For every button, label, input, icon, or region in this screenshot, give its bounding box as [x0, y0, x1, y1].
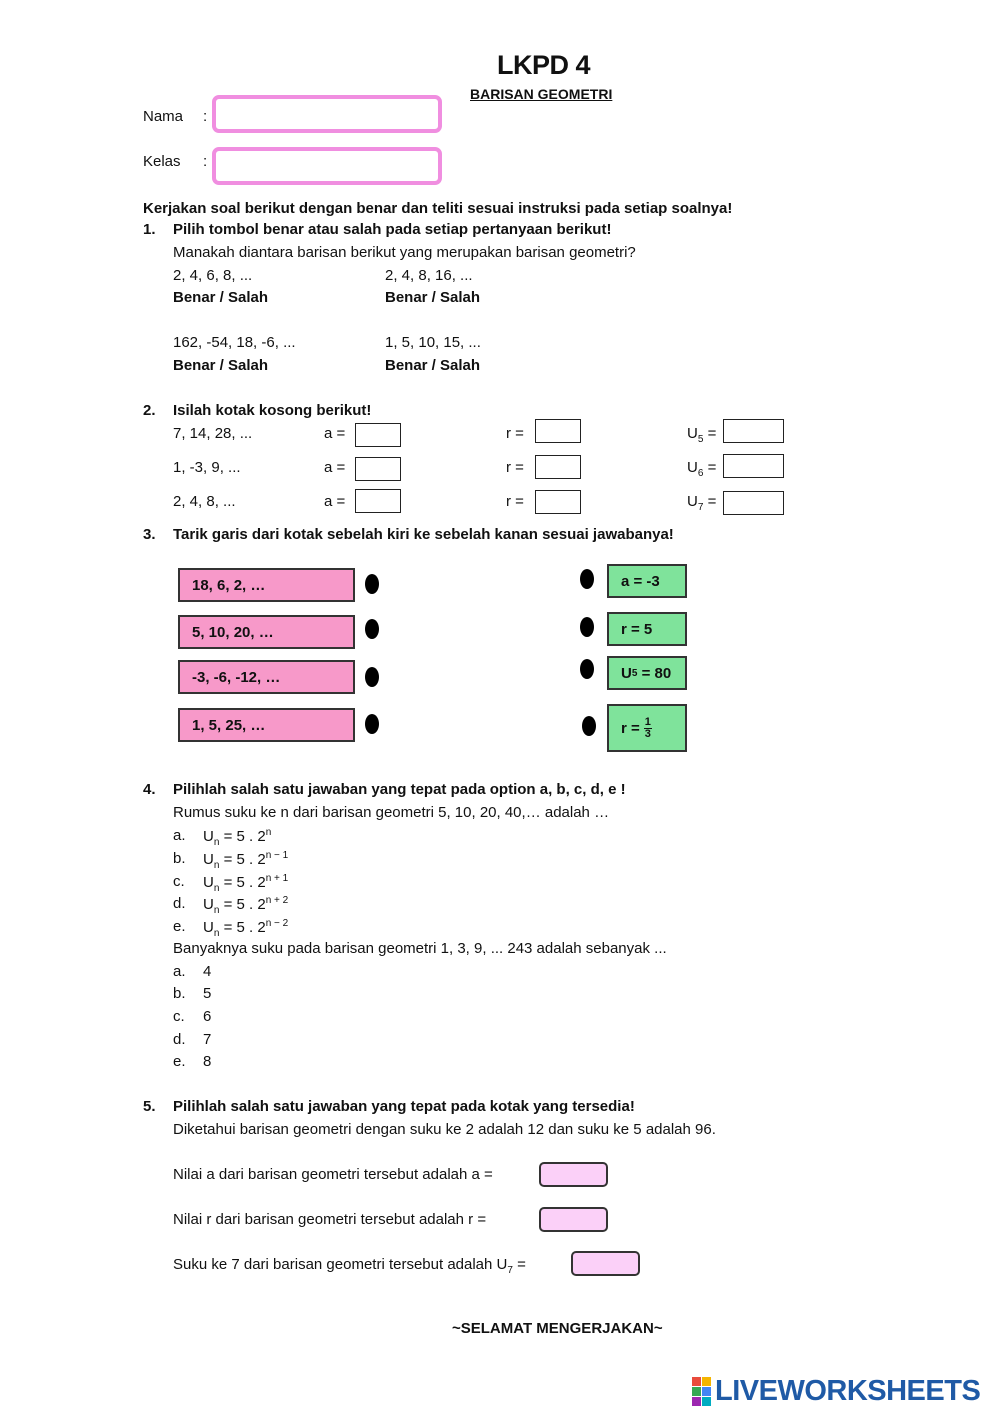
q4-opt1-e[interactable]: $U_n = 5$ . $2^{n - 2}$ [203, 918, 289, 939]
q3-left-dot-1[interactable] [365, 574, 379, 594]
q2-u-label-3: $U_7$ = [687, 493, 717, 513]
q3-right-box-3: U 5 = 80 [607, 656, 687, 690]
q2-u-input-2[interactable] [723, 454, 784, 478]
q1-seq-2: 2, 4, 8, 16, ... [385, 267, 473, 284]
q2-u-input-3[interactable] [723, 491, 784, 515]
q1-choice-1[interactable]: Benar / Salah [173, 289, 269, 306]
q4-opt2-letter-d: d. [173, 1031, 186, 1048]
q2-a-label-2: a = [324, 459, 346, 476]
q3-title: Tarik garis dari kotak sebelah kiri ke sebelah kanan sesuai jawabanya! [173, 526, 674, 543]
q3-left-dot-4[interactable] [365, 714, 379, 734]
q4-opt1-letter-b: b. [173, 850, 186, 867]
q2-r-input-1[interactable] [535, 419, 581, 443]
q4-opt1-letter-e: e. [173, 918, 186, 935]
q4-opt1-letter-c: c. [173, 873, 185, 890]
q2-title: Isilah kotak kosong berikut! [173, 402, 372, 419]
q5-number: 5. [143, 1098, 156, 1115]
q3-right-box-2: r = 5 [607, 612, 687, 646]
q2-number: 2. [143, 402, 156, 419]
q4-opt2-letter-a: a. [173, 963, 186, 980]
q4-opt1-d[interactable]: $U_n = 5$ . $2^{n + 2}$ [203, 895, 289, 916]
fraction: $\frac{1}{3}$ [644, 715, 651, 740]
q4-opt2-letter-e: e. [173, 1053, 186, 1070]
q3-left-box-4: 1, 5, 25, … [178, 708, 355, 742]
nama-label: Nama [143, 108, 184, 125]
q4-opt1-c[interactable]: $U_n = 5$ . $2^{n + 1}$ [203, 873, 289, 894]
page-title: LKPD 4 [497, 50, 591, 80]
kelas-colon: : [203, 153, 208, 170]
q3-right-dot-4[interactable] [582, 716, 596, 736]
q5-answer-r[interactable] [539, 1207, 608, 1232]
q2-a-label-1: a = [324, 425, 346, 442]
q4-opt2-e[interactable]: 8 [203, 1053, 212, 1070]
q5-answer-u7[interactable] [571, 1251, 640, 1276]
q3-right-dot-1[interactable] [580, 569, 594, 589]
q5-given: Diketahui barisan geometri dengan suku ke 2 adalah 12 dan suku ke 5 adalah 96. [173, 1121, 716, 1138]
q3-left-box-1: 18, 6, 2, … [178, 568, 355, 602]
q3-left-dot-3[interactable] [365, 667, 379, 687]
q2-r-input-2[interactable] [535, 455, 581, 479]
q4-opt2-d[interactable]: 7 [203, 1031, 212, 1048]
q3-left-box-2: 5, 10, 20, … [178, 615, 355, 649]
q4-opt1-letter-a: a. [173, 827, 186, 844]
q3-right-dot-2[interactable] [580, 617, 594, 637]
q4-opt2-b[interactable]: 5 [203, 985, 212, 1002]
q2-r-label-1: r = [506, 425, 524, 442]
q4-opt2-letter-b: b. [173, 985, 186, 1002]
q4-opt1-a[interactable]: $U_n = 5$ . 2$^n$ [203, 827, 272, 848]
q3-right-box-1: a = -3 [607, 564, 687, 598]
q2-a-input-2[interactable] [355, 457, 401, 481]
q1-choice-3[interactable]: Benar / Salah [173, 357, 269, 374]
q3-left-box-3: -3, -6, -12, … [178, 660, 355, 694]
kelas-input[interactable] [212, 147, 442, 185]
q1-number: 1. [143, 221, 156, 238]
q2-a-label-3: a = [324, 493, 346, 510]
q1-seq-1: 2, 4, 6, 8, ... [173, 267, 253, 284]
q4-question-2: Banyaknya suku pada barisan geometri 1, 3, 9, ... 243 adalah sebanyak ... [173, 940, 667, 957]
liveworksheets-logo-icon [692, 1377, 711, 1406]
q2-r-label-2: r = [506, 459, 524, 476]
q5-line-1: Nilai a dari barisan geometri tersebut adalah a = [173, 1166, 493, 1183]
q4-opt2-a[interactable]: 4 [203, 963, 212, 980]
q2-a-input-1[interactable] [355, 423, 401, 447]
q3-left-dot-2[interactable] [365, 619, 379, 639]
q2-u-input-1[interactable] [723, 419, 784, 443]
instruction: Kerjakan soal berikut dengan benar dan teliti sesuai instruksi pada setiap soalnya! [143, 200, 733, 217]
q4-opt2-letter-c: c. [173, 1008, 185, 1025]
nama-input[interactable] [212, 95, 442, 133]
page-subtitle: BARISAN GEOMETRI [470, 86, 613, 102]
q4-title: Pilihlah salah satu jawaban yang tepat pada option a, b, c, d, e ! [173, 781, 626, 798]
nama-colon: : [203, 108, 208, 125]
q2-seq-3: 2, 4, 8, ... [173, 493, 236, 510]
q1-choice-2[interactable]: Benar / Salah [385, 289, 481, 306]
closing-text: ~SELAMAT MENGERJAKAN~ [452, 1320, 663, 1337]
liveworksheets-logo [692, 1375, 980, 1408]
q1-choice-4[interactable]: Benar / Salah [385, 357, 481, 374]
liveworksheets-brand: LIVEWORKSHEETS [715, 1375, 981, 1407]
q5-title: Pilihlah salah satu jawaban yang tepat pada kotak yang tersedia! [173, 1098, 635, 1115]
q4-opt2-c[interactable]: 6 [203, 1008, 212, 1025]
q2-seq-1: 7, 14, 28, ... [173, 425, 253, 442]
q4-number: 4. [143, 781, 156, 798]
q1-seq-3: 162, -54, 18, -6, ... [173, 334, 296, 351]
q3-right-box-4: r = $\frac{1}{3}$ [607, 704, 687, 752]
q3-number: 3. [143, 526, 156, 543]
q2-a-input-3[interactable] [355, 489, 401, 513]
q1-title: Pilih tombol benar atau salah pada setiap pertanyaan berikut! [173, 221, 612, 238]
q3-right-dot-3[interactable] [580, 659, 594, 679]
q2-u-label-1: $U_5$ = [687, 425, 717, 445]
kelas-label: Kelas [143, 153, 181, 170]
q2-r-label-3: r = [506, 493, 524, 510]
q5-line-3: Suku ke 7 dari barisan geometri tersebut adalah $U_7$ = [173, 1256, 526, 1276]
q5-answer-a[interactable] [539, 1162, 608, 1187]
q4-opt1-b[interactable]: $U_n = 5$ . $2^{n - 1}$ [203, 850, 289, 871]
q1-question: Manakah diantara barisan berikut yang merupakan barisan geometri? [173, 244, 636, 261]
q4-question-1: Rumus suku ke n dari barisan geometri 5, 10, 20, 40,… adalah … [173, 804, 610, 821]
q4-opt1-letter-d: d. [173, 895, 186, 912]
q2-r-input-3[interactable] [535, 490, 581, 514]
q5-line-2: Nilai r dari barisan geometri tersebut adalah r = [173, 1211, 487, 1228]
q2-seq-2: 1, -3, 9, ... [173, 459, 241, 476]
q1-seq-4: 1, 5, 10, 15, ... [385, 334, 481, 351]
q2-u-label-2: $U_6$ = [687, 459, 717, 479]
